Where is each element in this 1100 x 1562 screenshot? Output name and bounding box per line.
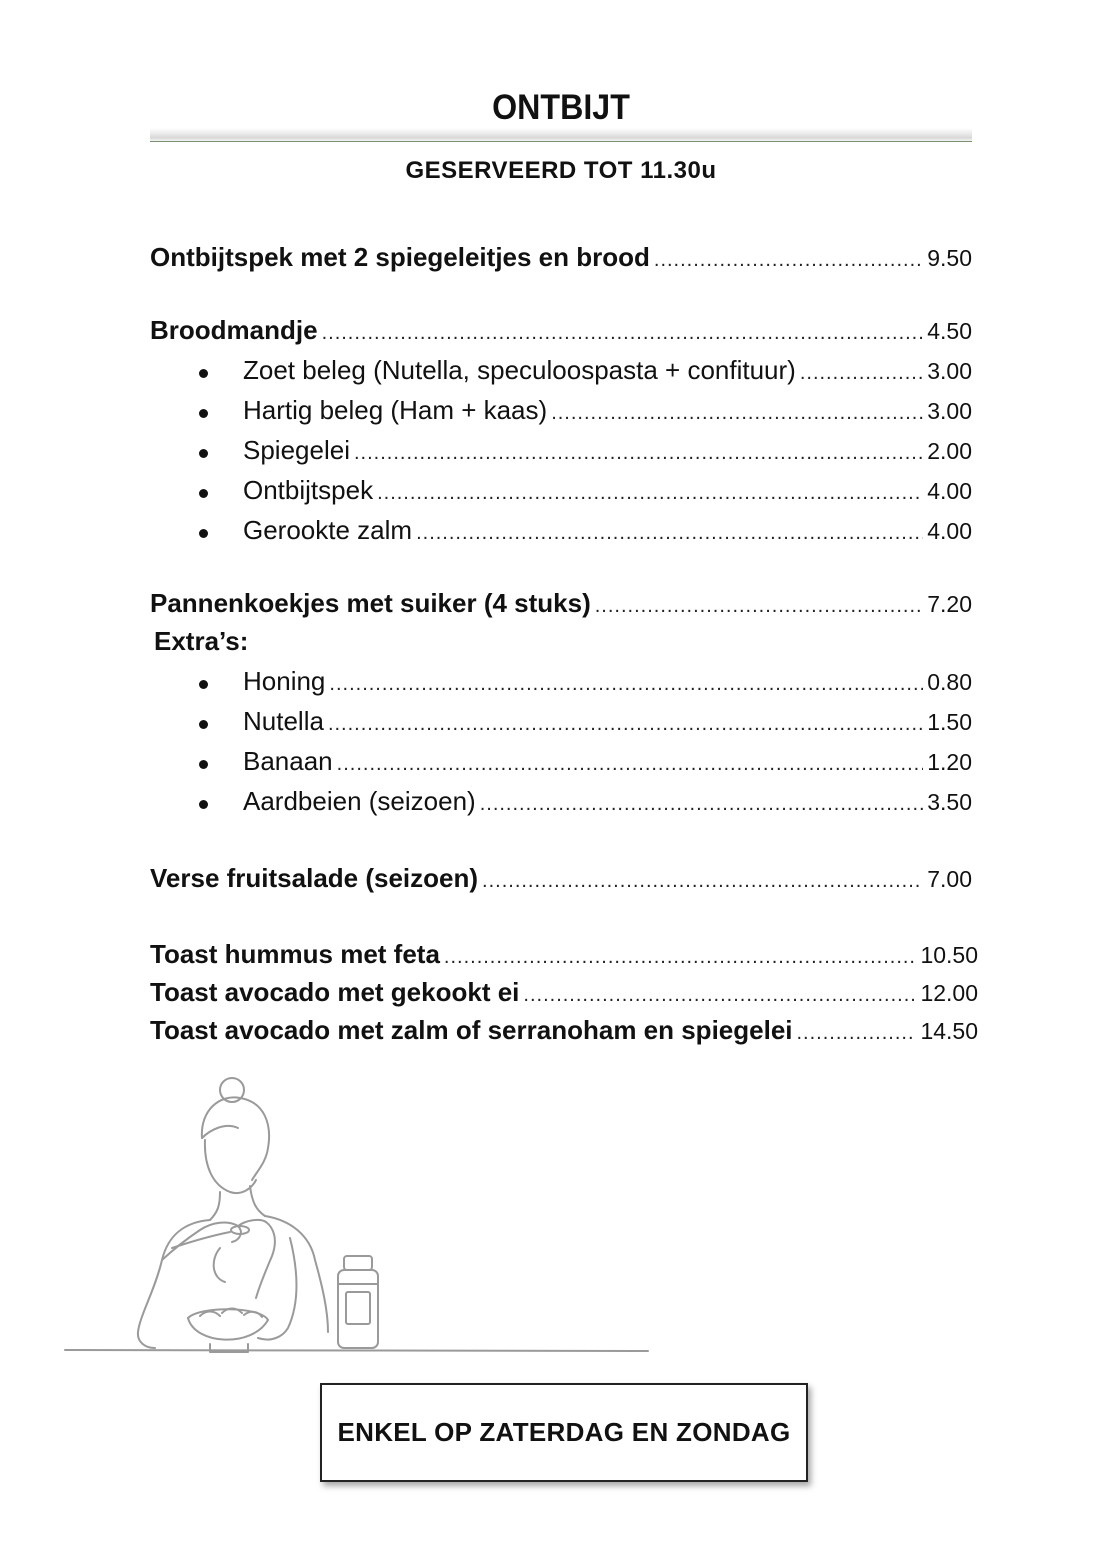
option-label: Banaan bbox=[243, 746, 333, 776]
leader-dots bbox=[800, 357, 923, 389]
leader-dots bbox=[551, 397, 923, 429]
leader-dots bbox=[328, 708, 923, 740]
menu-item bbox=[150, 1014, 978, 1046]
option-label: Hartig beleg (Ham + kaas) bbox=[243, 395, 548, 425]
option-label: Spiegelei bbox=[243, 435, 350, 465]
option-item bbox=[150, 785, 972, 817]
title-divider bbox=[150, 141, 972, 142]
menu-item-price: 4.50 bbox=[927, 318, 972, 344]
option-item bbox=[150, 474, 972, 506]
menu-item bbox=[150, 976, 978, 1008]
menu-item-price: 9.50 bbox=[927, 245, 972, 271]
option-price: 4.00 bbox=[927, 478, 972, 504]
title-divider-shadow bbox=[150, 128, 972, 142]
option-price: 2.00 bbox=[927, 438, 972, 464]
page-title: ONTBIJT bbox=[492, 88, 630, 127]
leader-dots bbox=[444, 941, 917, 973]
option-label: Gerookte zalm bbox=[243, 515, 413, 545]
menu-item-price: 7.20 bbox=[927, 591, 972, 617]
option-price: 3.50 bbox=[927, 789, 972, 815]
menu-item bbox=[150, 587, 972, 619]
option-price: 3.00 bbox=[927, 358, 972, 384]
option-label: Honing bbox=[243, 666, 326, 696]
leader-dots bbox=[354, 437, 923, 469]
leader-dots bbox=[322, 317, 924, 349]
option-label: Aardbeien (seizoen) bbox=[243, 786, 476, 816]
option-label: Nutella bbox=[243, 706, 324, 736]
option-price: 0.80 bbox=[927, 669, 972, 695]
option-price: 1.50 bbox=[927, 709, 972, 735]
option-item bbox=[150, 665, 972, 697]
leader-dots bbox=[337, 748, 924, 780]
option-item bbox=[150, 514, 972, 546]
menu-item-label: Ontbijtspek met 2 spiegeleitjes en brood bbox=[150, 242, 650, 272]
option-item bbox=[150, 394, 972, 426]
option-label: Zoet beleg (Nutella, speculoospasta + confituur) bbox=[243, 355, 796, 385]
menu-item-price: 7.00 bbox=[927, 866, 972, 892]
menu-item-label: Pannenkoekjes met suiker (4 stuks) bbox=[150, 588, 591, 618]
menu-item-price: 10.50 bbox=[920, 942, 978, 968]
menu-item-price: 12.00 bbox=[920, 980, 978, 1006]
leader-dots bbox=[523, 979, 916, 1011]
option-item bbox=[150, 354, 972, 386]
leader-dots bbox=[480, 788, 924, 820]
page-subtitle: GESERVEERD TOT 11.30u bbox=[405, 157, 717, 184]
extras-heading: Extra’s: bbox=[154, 626, 249, 656]
notice-text: ENKEL OP ZATERDAG EN ZONDAG bbox=[337, 1417, 791, 1447]
option-price: 1.20 bbox=[927, 749, 972, 775]
leader-dots bbox=[595, 590, 923, 622]
leader-dots bbox=[377, 477, 923, 509]
menu-item-label: Toast avocado met zalm of serranoham en spiegelei bbox=[150, 1015, 793, 1045]
leader-dots bbox=[329, 668, 923, 700]
option-price: 4.00 bbox=[927, 518, 972, 544]
option-item bbox=[150, 705, 972, 737]
menu-item bbox=[150, 938, 978, 970]
weekend-notice bbox=[320, 1383, 808, 1482]
option-item bbox=[150, 745, 972, 777]
option-price: 3.00 bbox=[927, 398, 972, 424]
leader-dots bbox=[482, 865, 923, 897]
leader-dots bbox=[654, 244, 923, 276]
menu-item bbox=[150, 862, 972, 894]
menu-item-label: Verse fruitsalade (seizoen) bbox=[150, 863, 479, 893]
leader-dots bbox=[797, 1017, 917, 1049]
leader-dots bbox=[416, 517, 923, 549]
menu-item-label: Toast hummus met feta bbox=[150, 939, 440, 969]
menu-item-label: Toast avocado met gekookt ei bbox=[150, 977, 520, 1007]
menu-item bbox=[150, 314, 972, 346]
menu-item-price: 14.50 bbox=[920, 1018, 978, 1044]
menu-item bbox=[150, 241, 972, 273]
option-item bbox=[150, 434, 972, 466]
woman-eating-breakfast-icon bbox=[60, 1070, 660, 1370]
option-label: Ontbijtspek bbox=[243, 475, 374, 505]
menu-item-label: Broodmandje bbox=[150, 315, 318, 345]
